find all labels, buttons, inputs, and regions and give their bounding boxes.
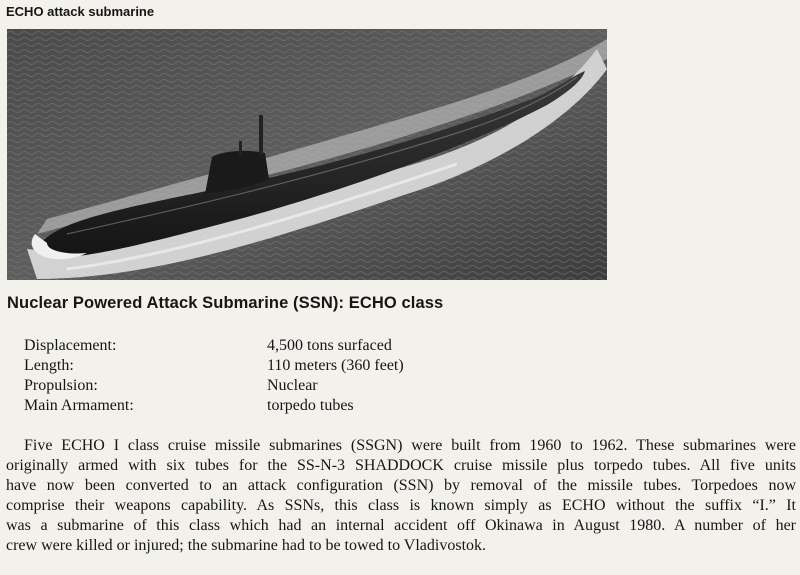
spec-label: Length: [24,357,74,374]
submarine-icon [7,29,607,280]
section-heading: Nuclear Powered Attack Submarine (SSN): ECHO class [7,294,444,312]
spec-value: torpedo tubes [267,397,354,414]
specs-table [24,336,404,416]
spec-value: 110 meters (360 feet) [267,357,404,374]
paragraph-line: Five ECHO I class cruise missile submarines (SSGN) were built from 1960 to 1962. These submarines were [24,437,796,454]
spec-label: Propulsion: [24,377,98,394]
description-paragraph [6,436,796,556]
paragraph-line: comprise their weapons capability. As SSNs, this class is known simply as ECHO without the suffix “I.” It [6,497,796,514]
paragraph-line: crew were killed or injured; the submarine had to be towed to Vladivostok. [6,537,487,554]
paragraph-line: have now been converted to an attack configuration (SSN) by removal of the missile tubes. Torpedoes now [6,477,796,494]
spec-label: Displacement: [24,337,117,354]
submarine-photo [7,29,607,280]
spec-row-length [24,356,404,376]
spec-row-armament [24,396,404,416]
spec-value: Nuclear [267,377,318,394]
spec-label: Main Armament: [24,397,134,414]
spec-value: 4,500 tons surfaced [267,337,392,354]
spec-row-propulsion [24,376,404,396]
paragraph-line: originally armed with six tubes for the SS-N-3 SHADDOCK cruise missile plus torpedo tubes. All five units [6,457,796,474]
paragraph-line: was a submarine of this class which had an internal accident off Okinawa in August 1980. A number of her [6,517,796,534]
spec-row-displacement [24,336,404,356]
photo-caption: ECHO attack submarine [6,4,155,19]
